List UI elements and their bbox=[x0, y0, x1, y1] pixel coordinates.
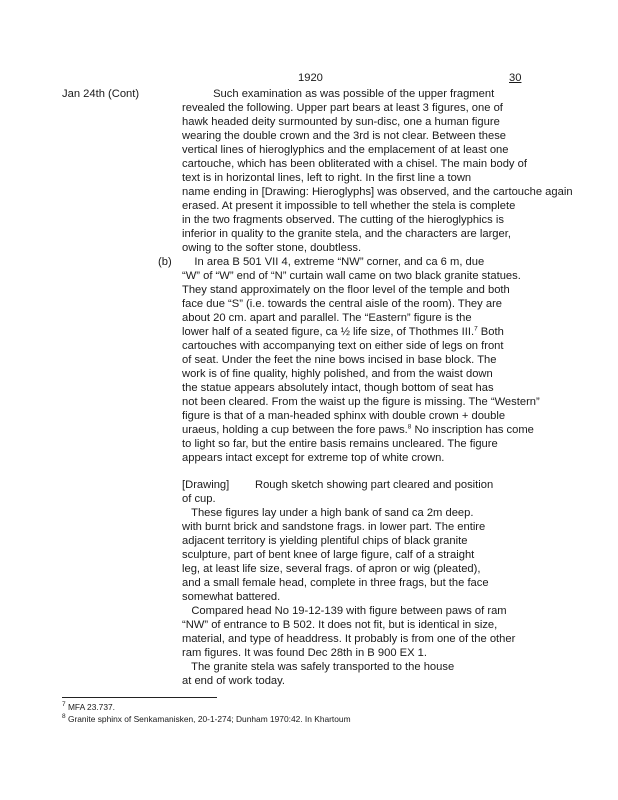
text-line: sculpture, part of bent knee of large figure, calf of a straight bbox=[182, 549, 475, 561]
year-heading: 1920 bbox=[298, 72, 323, 84]
text-line: cartouche, which has been obliterated with a chisel. The main body of bbox=[182, 158, 527, 170]
text-line: and a small female head, complete in three frags, but the face bbox=[182, 577, 489, 589]
text-line: material, and type of headdress. It probably is from one of the other bbox=[182, 633, 516, 645]
text-line: vertical lines of hieroglyphics and the emplacement of at least one bbox=[182, 144, 509, 156]
text-line: The granite stela was safely transported to the house bbox=[182, 661, 455, 673]
text-line: figure is that of a man-headed sphinx with double crown + double bbox=[182, 410, 506, 422]
text-line: ram figures. It was found Dec 28th in B 900 EX 1. bbox=[182, 647, 428, 659]
text-line-suffix: Both bbox=[477, 326, 504, 338]
date-label: Jan 24th (Cont) bbox=[62, 88, 140, 100]
text-line: at end of work today. bbox=[182, 675, 286, 687]
text-line-with-footnote bbox=[182, 325, 504, 339]
text-line: somewhat battered. bbox=[182, 591, 281, 603]
text-line-with-footnote bbox=[182, 423, 534, 437]
text-line: “NW” of entrance to B 502. It does not fit, but is identical in size, bbox=[182, 619, 498, 631]
text-line: erased. At present it impossible to tell whether the stela is complete bbox=[182, 200, 516, 212]
text-line: work is of fine quality, highly polished, and from the waist down bbox=[182, 368, 493, 380]
text-line: “W” of “W” end of “N” curtain wall came on two black granite statues. bbox=[182, 270, 521, 282]
text-line: name ending in [Drawing: Hieroglyphs] was observed, and the cartouche again bbox=[182, 186, 573, 198]
footnote-text: MFA 23.737. bbox=[65, 702, 115, 712]
text-line: adjacent territory is yielding plentiful chips of black granite bbox=[182, 535, 468, 547]
text-line: cartouches with accompanying text on either side of legs on front bbox=[182, 340, 504, 352]
text-line: in the two fragments observed. The cutting of the hieroglyphics is bbox=[182, 214, 504, 226]
text-line: not been cleared. From the waist up the figure is missing. The “Western” bbox=[182, 396, 540, 408]
text-line: Such examination as was possible of the upper fragment bbox=[182, 88, 495, 100]
page-number: 30 bbox=[509, 72, 522, 84]
footnote-ref-7[interactable]: 7 bbox=[474, 325, 478, 333]
text-line: revealed the following. Upper part bears at least 3 figures, one of bbox=[182, 102, 503, 114]
drawing-caption: Rough sketch showing part cleared and position bbox=[255, 479, 494, 491]
text-line: In area B 501 VII 4, extreme “NW” corner, and ca 6 m, due bbox=[182, 256, 485, 268]
text-line: of cup. bbox=[182, 493, 216, 505]
text-line: inferior in quality to the granite stela, and the characters are larger, bbox=[182, 228, 511, 240]
text-line: to light so far, but the entire basis remains uncleared. The figure bbox=[182, 438, 498, 450]
text-line-suffix: No inscription has come bbox=[411, 424, 534, 436]
footnote-divider bbox=[62, 697, 217, 698]
footnote-8 bbox=[62, 714, 351, 725]
text-line: the statue appears absolutely intact, though bottom of seat has bbox=[182, 382, 494, 394]
text-line: wearing the double crown and the 3rd is not clear. Between these bbox=[182, 130, 507, 142]
text-line: of seat. Under the feet the nine bows incised in base block. The bbox=[182, 354, 497, 366]
text-line: uraeus, holding a cup between the fore paws. bbox=[182, 424, 408, 436]
text-line: These figures lay under a high bank of sand ca 2m deep. bbox=[182, 507, 474, 519]
footnote-text: Granite sphinx of Senkamanisken, 20-1-274; Dunham 1970:42. In Khartoum bbox=[65, 714, 351, 724]
text-line: about 20 cm. apart and parallel. The “Eastern” figure is the bbox=[182, 312, 472, 324]
text-line: lower half of a seated figure, ca ½ life size, of Thothmes III. bbox=[182, 326, 475, 338]
text-line: text is in horizontal lines, left to right. In the first line a town bbox=[182, 172, 472, 184]
footnote-number: 7 bbox=[62, 701, 66, 709]
text-line: owing to the softer stone, doubtless. bbox=[182, 242, 362, 254]
text-line: Compared head No 19-12-139 with figure between paws of ram bbox=[182, 605, 507, 617]
text-line: face due “S” (i.e. towards the central aisle of the room). They are bbox=[182, 298, 503, 310]
paragraph-b-label: (b) bbox=[158, 256, 172, 268]
text-line: hawk headed deity surmounted by sun-disc, one a human figure bbox=[182, 116, 500, 128]
drawing-label: [Drawing] bbox=[182, 479, 230, 491]
footnote-ref-8[interactable]: 8 bbox=[407, 423, 412, 431]
text-line: leg, at least life size, several frags. of apron or wig (pleated), bbox=[182, 563, 481, 575]
text-line: They stand approximately on the floor level of the temple and both bbox=[182, 284, 510, 296]
text-line: with burnt brick and sandstone frags. in lower part. The entire bbox=[182, 521, 486, 533]
footnote-number: 8 bbox=[62, 713, 66, 721]
footnote-7 bbox=[62, 702, 115, 713]
text-line: appears intact except for extreme top of white crown. bbox=[182, 452, 445, 464]
